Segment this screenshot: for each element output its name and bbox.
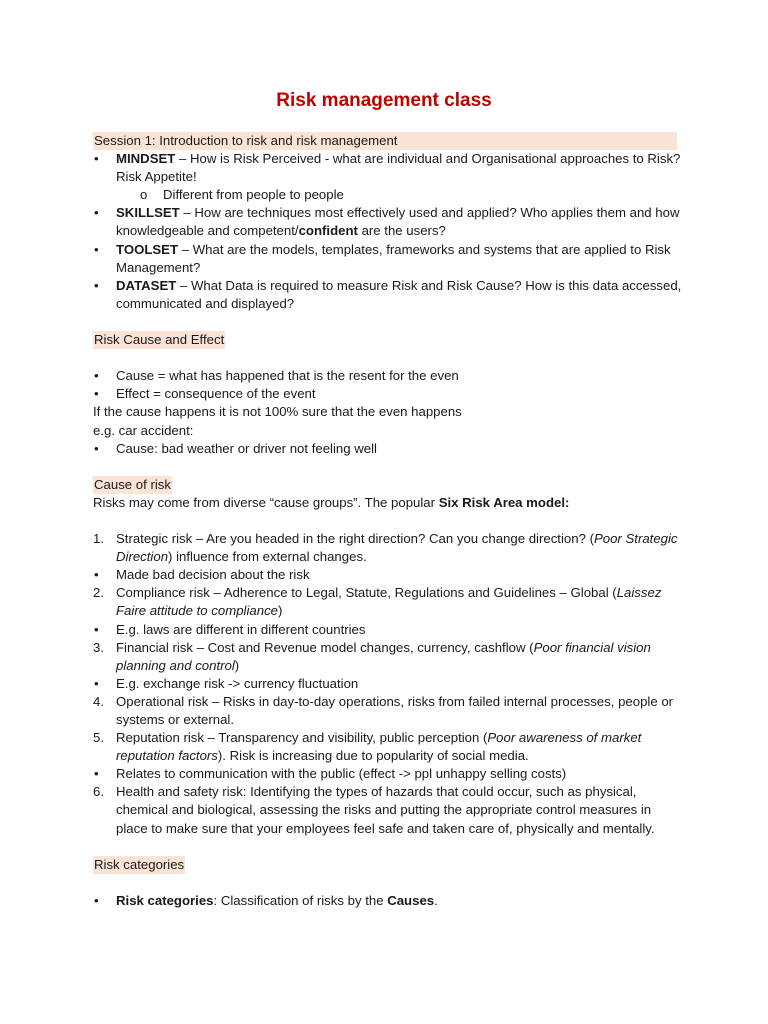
numbered-item-operational: 4. Operational risk – Risks in day-to-day operations, risks from failed internal processes, people or systems or external. [93, 693, 674, 727]
section-heading-session1: Session 1: Introduction to risk and risk management [93, 132, 677, 150]
list-item: • Made bad decision about the risk [93, 566, 683, 584]
list-item: • Cause = what has happened that is the resent for the even [93, 367, 683, 385]
numbered-item-strategic: 1. Strategic risk – Are you headed in the right direction? Can you change direction? (Poor Strategic Direction) influence from external changes. [93, 531, 678, 565]
list-item: • Effect = consequence of the event [93, 385, 683, 403]
list-item-skillset: • SKILLSET – How are techniques most effectively used and applied? Who applies them and how knowledgeable and competent/confident are the users? [93, 204, 683, 240]
numbered-item-compliance: 2. Compliance risk – Adherence to Legal, Statute, Regulations and Guidelines – Global (Laissez Faire attitude to compliance) [93, 585, 662, 619]
list-item: • E.g. exchange risk -> currency fluctuation [93, 675, 683, 693]
section-heading-risk-categories: Risk categories [93, 856, 185, 874]
numbered-item-financial: 3. Financial risk – Cost and Revenue model changes, currency, cashflow (Poor financial vision planning and control) [93, 639, 651, 673]
section-heading-cause-effect: Risk Cause and Effect [93, 331, 225, 349]
numbered-item-reputation: 5. Reputation risk – Transparency and visibility, public perception (Poor awareness of market reputation factors). Risk is increasing due to popularity of social media. [93, 730, 642, 764]
sub-list-item: o Different from people to people [93, 186, 683, 204]
document-body [93, 132, 683, 910]
paragraph: e.g. car accident: [93, 422, 194, 438]
term-dataset: DATASET [116, 277, 177, 293]
numbered-item-health-safety: 6. Health and safety risk: Identifying the types of hazards that could occur, such as physical, chemical and biological, assessing the risks and putting the appropriate control measures in place to make sure that your employees feel safe and taken care of, physically and mentally. [93, 784, 655, 836]
term-mindset: MINDSET [116, 151, 176, 167]
sub-bullet-marker: o [140, 187, 148, 203]
term-skillset: SKILLSET [116, 205, 180, 221]
list-item-risk-categories: • Risk categories: Classification of risks by the Causes. [93, 892, 683, 910]
paragraph: If the cause happens it is not 100% sure that the even happens [93, 404, 462, 420]
document-title: Risk management class [276, 90, 492, 111]
list-item-dataset: • DATASET – What Data is required to measure Risk and Risk Cause? How is this data accessed, communicated and displayed? [93, 277, 683, 313]
section-heading-cause-of-risk: Cause of risk [93, 476, 172, 494]
list-item: • E.g. laws are different in different countries [93, 621, 683, 639]
list-item-mindset: • MINDSET – How is Risk Perceived - what are individual and Organisational approaches to Risk? Risk Appetite! [93, 150, 683, 186]
list-item: • Cause: bad weather or driver not feeling well [93, 440, 683, 458]
paragraph-intro: Risks may come from diverse “cause groups”. The popular Six Risk Area model: [93, 494, 570, 510]
list-item-toolset: • TOOLSET – What are the models, templates, frameworks and systems that are applied to Risk Management? [93, 241, 683, 277]
list-item: • Relates to communication with the public (effect -> ppl unhappy selling costs) [93, 765, 683, 783]
term-toolset: TOOLSET [116, 241, 179, 257]
